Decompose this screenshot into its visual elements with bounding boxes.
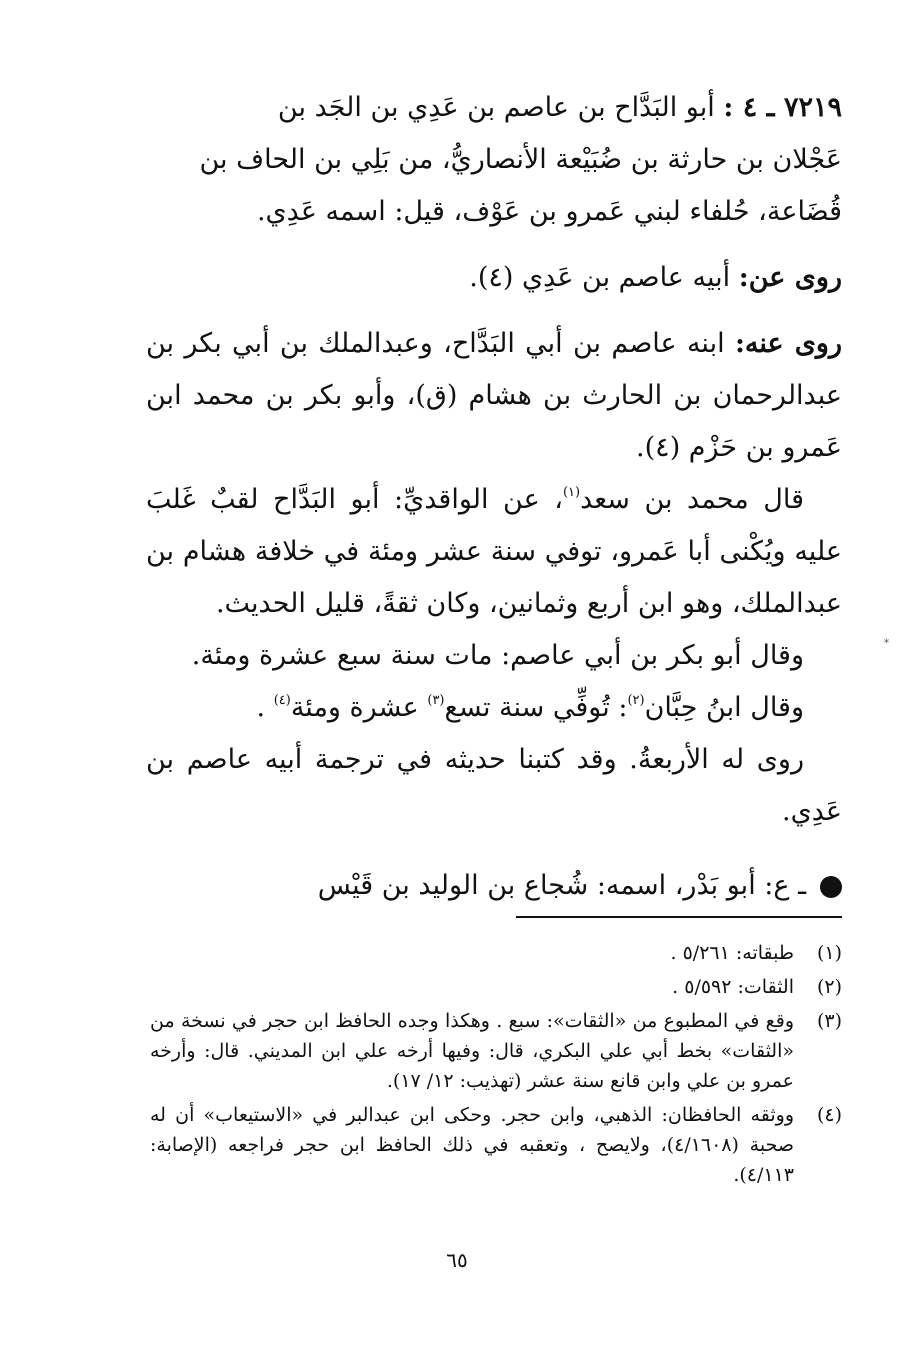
footnote-number: (٢) (816, 976, 842, 998)
page-number: ٦٥ (446, 1248, 468, 1272)
footnote-2 (150, 972, 842, 1002)
cross-reference-line (146, 860, 842, 912)
narrated-by-label: روى عنه: (734, 328, 843, 359)
narrated-by (146, 318, 842, 474)
ibn-hibban-text-1: وقال ابنُ حِبَّان (644, 692, 804, 723)
ibn-saad-text-2: ، عن الواقديِّ: أبو البَدَّاح لقبٌ غَلبَ عليه ويُكْنى أبا عَمرو، توفي سنة عشر ومئة في خلافة هشام بن عبدالملك، وهو ابن أربع وثمانين، وكان ثقةً، قليل الحديث. (146, 484, 842, 619)
footnote-text: وقع في المطبوع من «الثقات»: سبع . وهكذا وجده الحافظ ابن حجر في نسخة من «الثقات» بخط أبي علي البكري، قال: وفيها أرخه علي ابن المديني. قال: وأرخه عمرو بن علي وابن قانع سنة عشر (تهذيب: ١٢/ ١٧). (150, 1010, 794, 1092)
cross-reference-text: أبو بَدْر، اسمه: شُجاع بن الوليد بن قَيْس (317, 870, 756, 901)
footnote-number: (١) (816, 942, 842, 964)
footnote-text: طبقاته: ٥/٢٦١ . (670, 942, 794, 964)
narrated-by-text: ابنه عاصم بن أبي البَدَّاح، وعبدالملك بن أبي بكر بن عبدالرحمان بن الحارث بن هشام (ق)، وأبو بكر بن محمد ابن عَمرو بن حَزْم (٤). (146, 328, 842, 463)
ibn-hibban-text-3: عشرة ومئة (290, 692, 428, 723)
footnote-ref-1: (١) (562, 485, 581, 500)
entry-heading-line (146, 82, 842, 134)
footnote-number: (٣) (816, 1010, 842, 1032)
entry-name-line2: عَجْلان بن حارثة بن ضُبَيْعة الأنصاريُّ، من بَلِي بن الحاف بن (199, 144, 842, 175)
ibn-hibban-text-4: . (256, 692, 274, 723)
entry-name-line3: قُضَاعة، حُلفاء لبني عَمرو بن عَوْف، قيل: اسمه عَدِي. (256, 196, 842, 227)
narrated-from (146, 252, 842, 304)
footnote-1 (150, 938, 842, 968)
footnote-number: (٤) (816, 1104, 842, 1126)
footnote-4 (150, 1100, 842, 1190)
footnote-separator (516, 916, 842, 918)
footnote-3 (150, 1006, 842, 1096)
footnotes (150, 938, 842, 1194)
scan-speck: * (884, 638, 889, 649)
footnote-ref-2: (٢) (627, 693, 645, 708)
ibn-hibban-text-2: : تُوفِّي سنة تسع (444, 692, 628, 723)
narrated-from-text: أبيه عاصم بن عَدِي (٤). (469, 262, 731, 293)
closing-paragraph: روى له الأربعةُ. وقد كتبنا حديثه في ترجمة أبيه عاصم بن عَدِي. (146, 744, 842, 827)
entry-number: ٧٢١٩ ـ ٤ : (723, 92, 842, 123)
entry-name-line1: أبو البَدَّاح بن عاصم بن عَدِي بن الجَد بن (277, 92, 715, 123)
ibn-saad-paragraph (146, 474, 842, 630)
bullet-icon (820, 876, 842, 898)
narrated-from-label: روى عن: (738, 262, 842, 293)
abu-bakr-paragraph: وقال أبو بكر بن أبي عاصم: مات سنة سبع عشرة ومئة. (191, 640, 804, 671)
cross-reference-prefix: ـ ع: (764, 870, 806, 901)
footnote-ref-4: (٤) (273, 693, 291, 708)
footnote-ref-3: (٣) (427, 693, 445, 708)
ibn-hibban-paragraph (146, 682, 842, 734)
footnote-text: ووثقه الحافظان: الذهبي، وابن حجر. وحكى ابن عبدالبر في «الاستيعاب» أن له صحبة (٤/١٦٠٨)، ولايصح ، وتعقبه في ذلك الحافظ ابن حجر فراجعه (الإصابة: ٤/١١٣). (150, 1104, 794, 1186)
footnote-text: الثقات: ٥/٥٩٢ . (672, 976, 794, 998)
ibn-saad-text-1: قال محمد بن سعد (580, 484, 804, 515)
main-text (146, 82, 842, 912)
